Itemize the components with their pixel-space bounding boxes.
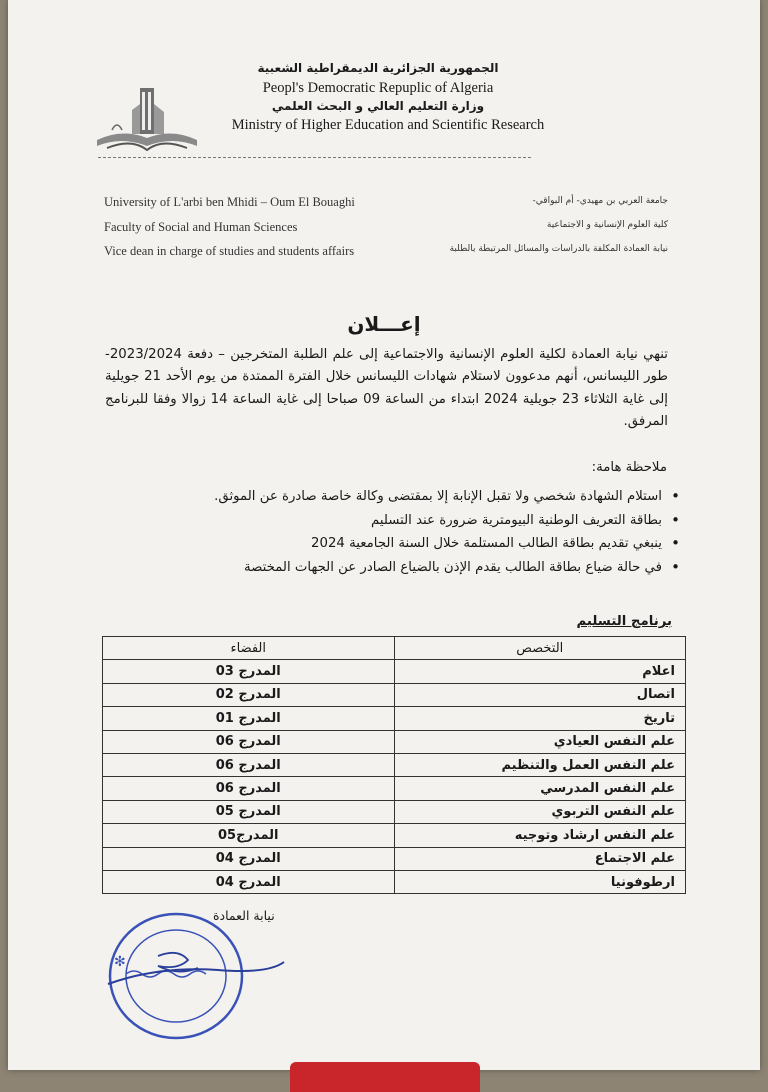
ministry-arabic: وزارة التعليم العالي و البحث العلمي xyxy=(271,99,485,113)
specialty-cell: اتصال xyxy=(394,683,686,706)
room-cell: المدرج 03 xyxy=(103,660,395,683)
specialty-cell: علم النفس التربوي xyxy=(394,800,686,823)
note-title: ملاحظة هامة: xyxy=(591,460,667,475)
header-divider xyxy=(98,157,531,158)
background-red-object xyxy=(290,1062,480,1092)
vicedean-english: Vice dean in charge of studies and students affairs xyxy=(104,244,355,258)
university-logo-icon xyxy=(92,80,202,160)
svg-text:✻: ✻ xyxy=(114,954,126,970)
table-row xyxy=(103,800,686,823)
university-english: University of L'arbi ben Mhidi – Oum El Bouaghi xyxy=(104,195,355,209)
signature-label: نيابة العمادة xyxy=(213,908,275,923)
room-cell: المدرج05 xyxy=(103,824,395,847)
table-row xyxy=(103,730,686,753)
room-cell: المدرج 04 xyxy=(103,870,395,893)
room-cell: المدرج 06 xyxy=(103,753,395,776)
schedule-table xyxy=(102,636,686,894)
room-cell: المدرج 04 xyxy=(103,847,395,870)
notes-list xyxy=(105,486,680,580)
header-specialty: التخصص xyxy=(394,637,686,660)
specialty-cell: علم النفس المدرسي xyxy=(394,777,686,800)
table-header-row xyxy=(103,637,686,660)
table-row xyxy=(103,870,686,893)
table-row xyxy=(103,777,686,800)
official-stamp-icon xyxy=(98,896,308,1046)
table-row xyxy=(103,683,686,706)
faculty-english: Faculty of Social and Human Sciences xyxy=(104,220,298,234)
note-item: • استلام الشهادة شخصي ولا تقبل الإنابة إلا بمقتضى وكالة خاصة صادرة عن الموثق. xyxy=(105,486,680,508)
document-page xyxy=(8,0,760,1070)
note-item: • بطاقة التعريف الوطنية البيومترية ضرورة عند التسليم xyxy=(105,510,680,532)
specialty-cell: علم النفس العيادي xyxy=(394,730,686,753)
note-item: • ينبغي تقديم بطاقة الطالب المستلمة خلال السنة الجامعية 2024 xyxy=(105,533,680,555)
schedule-title: برنامج التسليم xyxy=(576,614,672,629)
table-row xyxy=(103,753,686,776)
announcement-title: إعـــلان xyxy=(347,312,421,336)
room-cell: المدرج 06 xyxy=(103,777,395,800)
vicedean-arabic: نيابة العمادة المكلفة بالدراسات والمسائل المرتبطة بالطلبة xyxy=(449,244,668,254)
room-cell: المدرج 02 xyxy=(103,683,395,706)
table-row xyxy=(103,847,686,870)
specialty-cell: اعلام xyxy=(394,660,686,683)
specialty-cell: علم النفس العمل والتنظيم xyxy=(394,753,686,776)
faculty-arabic: كلية العلوم الإنسانية و الاجتماعية xyxy=(546,220,668,230)
table-row xyxy=(103,707,686,730)
republic-arabic: الجمهورية الجزائرية الديمقراطية الشعبية xyxy=(257,61,499,75)
specialty-cell: علم النفس ارشاد وتوجيه xyxy=(394,824,686,847)
room-cell: المدرج 06 xyxy=(103,730,395,753)
table-row xyxy=(103,824,686,847)
ministry-english: Ministry of Higher Education and Scientific Research xyxy=(231,117,545,133)
specialty-cell: علم الاجتماع xyxy=(394,847,686,870)
specialty-cell: ارطوفونيا xyxy=(394,870,686,893)
table-row xyxy=(103,660,686,683)
room-cell: المدرج 05 xyxy=(103,800,395,823)
republic-english: Peopl's Democratic Repuplic of Algeria xyxy=(262,80,494,96)
announcement-body: تنهي نيابة العمادة لكلية العلوم الإنسانية والاجتماعية إلى علم الطلبة المتخرجين – دفعة 2023/2024- طور الليسانس، أنهم مدعوون لاستلام شهادات الليسانس خلال الفترة الممتدة من يوم الأحد 21 جويلية إلى غاية الثلاثاء 23 جويلية 2024 ابتداء من الساعة 09 صباحا إلى غاية الساعة 14 زوالا وفقا للبرنامج المرفق. xyxy=(105,347,668,429)
specialty-cell: تاريخ xyxy=(394,707,686,730)
university-arabic: جامعة العربي بن مهيدي- أم البواقي- xyxy=(532,196,668,206)
room-cell: المدرج 01 xyxy=(103,707,395,730)
header-room: الفضاء xyxy=(103,637,395,660)
note-item: • في حالة ضياع بطاقة الطالب يقدم الإذن بالضياع الصادر عن الجهات المختصة xyxy=(105,557,680,579)
